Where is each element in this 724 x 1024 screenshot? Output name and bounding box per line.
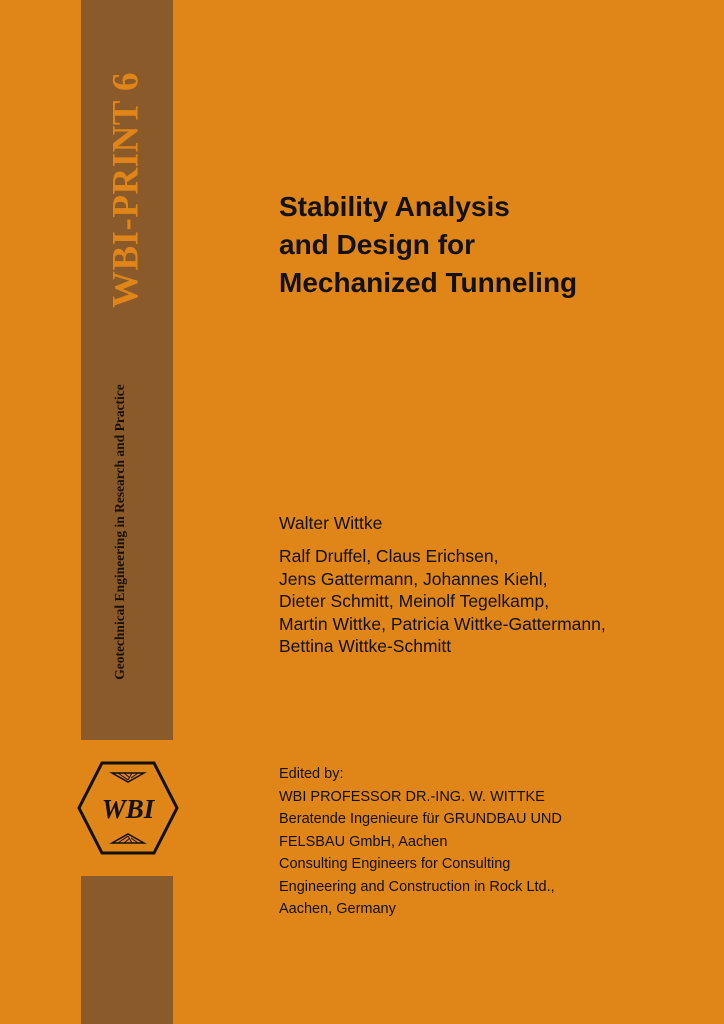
- editor-line: FELSBAU GmbH, Aachen: [279, 833, 448, 850]
- book-title-line: Mechanized Tunneling: [279, 267, 578, 298]
- logo-text: WBI: [101, 794, 155, 824]
- coauthors: [279, 545, 606, 658]
- series-subtitle: Geotechnical Engineering in Research and Practice: [112, 384, 127, 680]
- book-title-line: and Design for: [279, 229, 476, 260]
- coauthor-line: Martin Wittke, Patricia Wittke-Gattermann,: [279, 613, 606, 634]
- book-title: [279, 188, 679, 302]
- coauthor-line: Bettina Wittke-Schmitt: [279, 636, 452, 656]
- editor-line: WBI PROFESSOR DR.-ING. W. WITTKE: [279, 788, 545, 805]
- editor-line: Consulting Engineers for Consulting: [279, 856, 511, 872]
- logo-bottom-triangle: [112, 834, 144, 843]
- spine-band-bottom: [81, 876, 173, 1024]
- lead-author: Walter Wittke: [279, 513, 383, 533]
- book-title-line: Stability Analysis: [279, 191, 510, 222]
- coauthor-line: Ralf Druffel, Claus Erichsen,: [279, 546, 499, 566]
- coauthor-line: Dieter Schmitt, Meinolf Tegelkamp,: [279, 591, 550, 611]
- series-title: WBI-PRINT 6: [105, 71, 147, 309]
- editor-line: Edited by:: [279, 766, 344, 782]
- editor-line: Aachen, Germany: [279, 901, 396, 917]
- editor-block: [279, 763, 562, 921]
- wbi-logo: [76, 760, 180, 856]
- editor-line: Engineering and Construction in Rock Ltd.,: [279, 878, 555, 895]
- logo-top-triangle: [112, 773, 144, 782]
- editor-line: Beratende Ingenieure für GRUNDBAU UND: [279, 811, 562, 827]
- coauthor-line: Jens Gattermann, Johannes Kiehl,: [279, 568, 548, 589]
